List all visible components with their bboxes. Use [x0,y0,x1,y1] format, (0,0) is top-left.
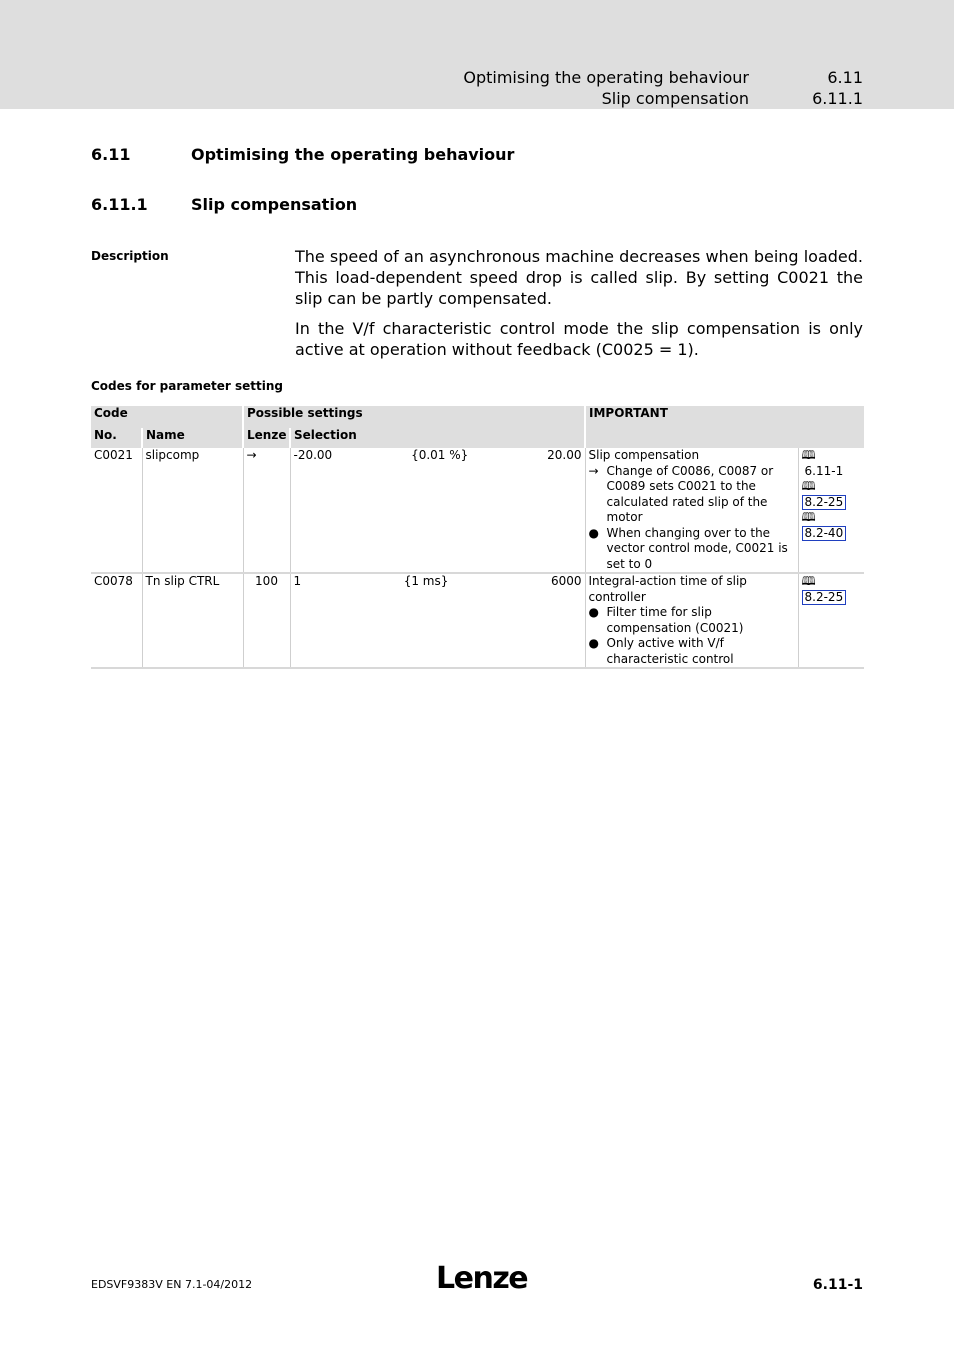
header-chapter-title: Optimising the operating behaviour [463,68,749,87]
important-title: Integral-action time of slip controller [588,574,747,604]
selection-unit: {1 ms} [403,574,449,588]
col-header-selection: Selection [290,428,585,448]
list-item-text: Change of C0086, C0087 or C0089 sets C0021 to the calculated rated slip of the motor [606,463,774,524]
reference-cell [798,448,864,573]
book-icon: 🕮 [801,448,816,462]
col-header-lenze: Lenze [243,428,290,448]
footer-page-number: 6.11-1 [812,1277,863,1293]
bullet-icon: ● [588,605,599,619]
list-item-text: When changing over to the vector control mode, C0021 is set to 0 [606,525,788,571]
reference-cell [798,573,864,668]
table-row [91,448,864,573]
footer-document-id: EDSVF9383V EN 7.1-04/2012 [91,1278,253,1291]
description-paragraph-2: In the V/f characteristic control mode the slip compensation is only active at operation without feedback (C0025 = 1). [295,319,863,359]
list-item-text: Only active with V/f characteristic control [606,636,734,666]
subsection-number: 6.11.1 [91,195,148,214]
col-header-possible-settings: Possible settings [243,406,585,428]
section-title: Optimising the operating behaviour [191,145,515,164]
header-section-title: Slip compensation [601,89,749,108]
bullet-icon: ● [588,525,599,540]
reference-link[interactable]: 8.2-40 [802,526,847,541]
code-number: C0078 [91,573,142,668]
col-header-name: Name [142,428,243,448]
book-icon: 🕮 [801,479,816,493]
selection-cell [290,573,585,668]
subsection-title: Slip compensation [191,195,358,214]
lenze-default: 100 [243,573,290,668]
list-item [589,636,795,667]
col-header-no: No. [91,428,142,448]
bullet-icon: ● [588,636,599,650]
important-cell [585,573,798,668]
list-item [589,464,795,526]
lenze-default: → [243,448,290,573]
header-section-number: 6.11.1 [812,89,863,108]
list-item [589,526,795,573]
reference-text: 6.11-1 [804,463,844,478]
header-band [0,0,954,109]
selection-min: -20.00 [293,448,333,462]
section-heading [91,145,514,165]
col-header-code: Code [91,406,243,428]
selection-max: 6000 [550,574,582,588]
parameter-table [91,406,864,669]
list-item [589,605,795,636]
selection-min: 1 [293,574,302,588]
arrow-icon: → [588,463,599,478]
book-icon: 🕮 [801,510,816,524]
description-label: Description [91,249,169,263]
lenze-logo: Lenze [436,1261,528,1296]
code-name: Tn slip CTRL [142,573,243,668]
col-header-important: IMPORTANT [585,406,864,448]
section-number: 6.11 [91,145,131,164]
code-name: slipcomp [142,448,243,573]
book-icon: 🕮 [801,574,816,588]
selection-unit: {0.01 %} [411,448,469,462]
codes-label: Codes for parameter setting [91,379,283,393]
code-number: C0021 [91,448,142,573]
table-row [91,573,864,668]
header-chapter-number: 6.11 [827,68,863,87]
subsection-heading [91,195,357,215]
selection-cell [290,448,585,573]
description-paragraph-1: The speed of an asynchronous machine decreases when being loaded. This load-dependent speed drop is called slip. By setting C0021 the slip can be partly compensated. [295,247,863,308]
selection-max: 20.00 [547,448,582,462]
reference-link[interactable]: 8.2-25 [802,495,847,510]
reference-link[interactable]: 8.2-25 [802,590,847,605]
important-cell [585,448,798,573]
list-item-text: Filter time for slip compensation (C0021) [606,605,744,635]
important-title: Slip compensation [588,448,700,462]
